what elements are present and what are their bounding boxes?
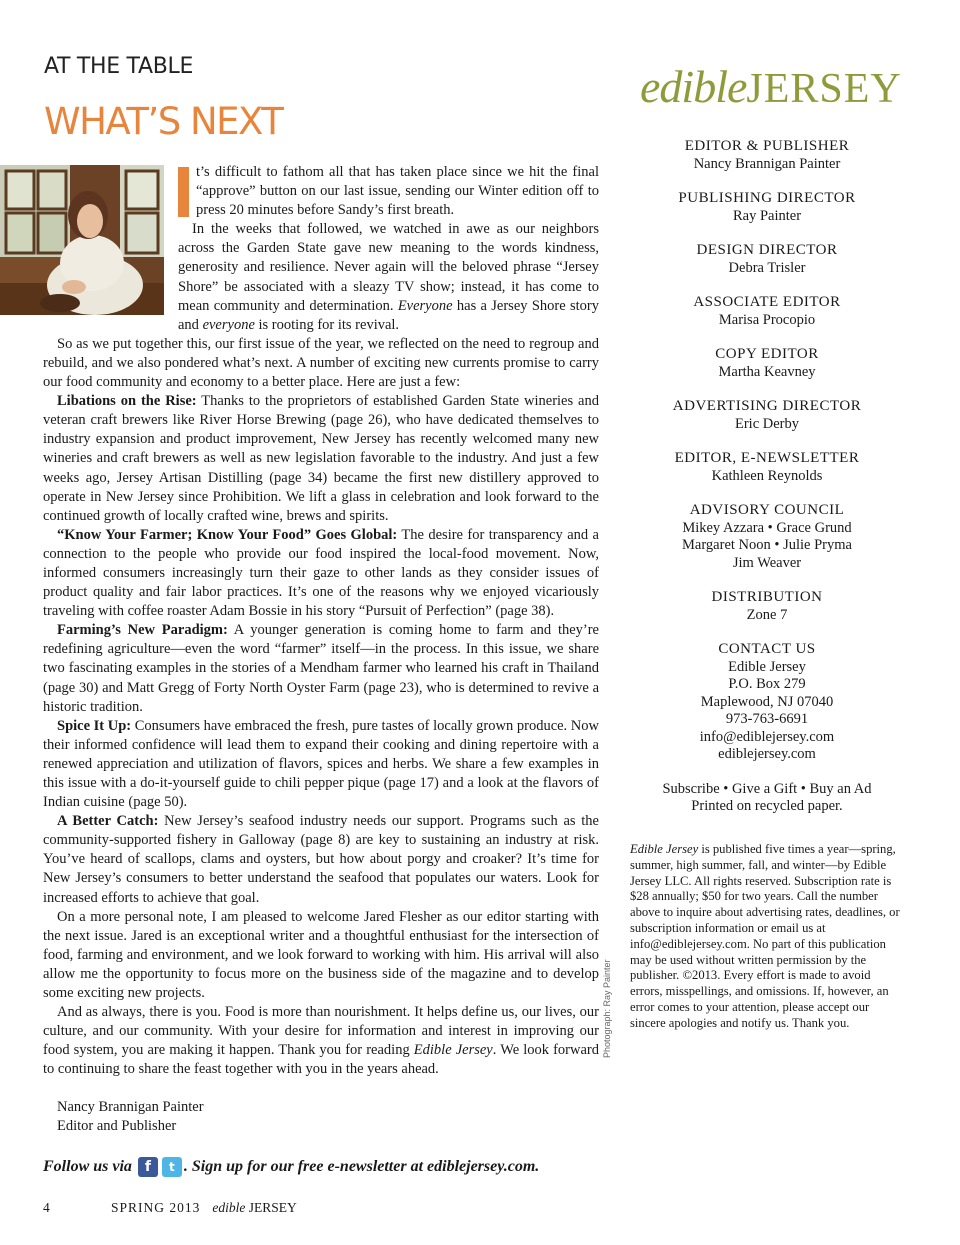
article-paragraph: “Know Your Farmer; Know Your Food” Goes Global: The desire for transparency and a connection to the people who provide our food inspired the local-food movement. Now, informed consumers increasingly turn their gaze to other lands as they consider issues of product quality and fair labor practices. It’s one of the reasons why we enjoyed vicariously traveling with coffee roaster Adam Bossie in his story “Pursuit of Perfection” (page 38).	[43, 526, 599, 620]
contact-phone: 973-763-6691	[725, 711, 809, 727]
article-paragraph: So as we put together this, our first issue of the year, we reflected on the need to regroup and rebuild, and we also pondered what’s next. A number of exciting new currents promise to carry our food community and economy to a better place. Here are just a few:	[43, 335, 599, 391]
page-title: WHAT’S NEXT	[44, 100, 283, 143]
masthead-title: COPY EDITOR	[715, 346, 819, 362]
recycled-note: Printed on recycled paper.	[691, 798, 843, 814]
masthead-name: Debra Trisler	[728, 259, 806, 276]
masthead-title: ADVERTISING DIRECTOR	[672, 398, 862, 414]
masthead-title: DESIGN DIRECTOR	[696, 242, 838, 258]
follow-line	[43, 1157, 539, 1177]
brand-edible: edible	[640, 61, 747, 112]
masthead-name: Zone 7	[746, 606, 788, 623]
contact-website[interactable]: ediblejersey.com	[718, 746, 816, 762]
twitter-icon[interactable]: t	[162, 1157, 182, 1177]
pubnote-text: is published five times a year—spring, summer, high summer, fall, and winter—by Edible Jersey LLC. All rights reserved. Subscription rate is $28 annually; $50 for two years. Call the number above to inquire about advertising rates, deadlines, or subscription information or email us at info@ediblejersey.com. No part of this publication may be used without written permission by the publisher. ©2013. Every effort is made to avoid errors, misspellings, and omissions. If, however, an error comes to your attention, please accept our sincere apologies and notify us. Thank you.	[630, 842, 900, 1030]
masthead-title: EDITOR & PUBLISHER	[684, 138, 850, 154]
photo-credit: Photograph: Ray Painter	[602, 959, 612, 1058]
facebook-icon[interactable]: f	[138, 1157, 158, 1177]
masthead-name: Martha Keavney	[718, 363, 816, 380]
masthead-name: Margaret Noon • Julie Pryma	[682, 537, 852, 553]
contact-email[interactable]: info@ediblejersey.com	[699, 728, 835, 745]
masthead-title: DISTRIBUTION	[711, 589, 823, 605]
page-footer	[43, 1200, 297, 1216]
contact-line: P.O. Box 279	[728, 676, 806, 692]
masthead-name: Marisa Procopio	[718, 311, 816, 328]
contact-line: Edible Jersey	[728, 658, 806, 675]
masthead-name: Kathleen Reynolds	[711, 467, 823, 484]
contact-line: Maplewood, NJ 07040	[700, 693, 834, 710]
masthead-title: PUBLISHING DIRECTOR	[678, 190, 856, 206]
masthead-title: CONTACT US	[718, 641, 816, 657]
subscribe-line: Subscribe • Give a Gift • Buy an Ad	[662, 780, 872, 797]
article-paragraph: Libations on the Rise: Thanks to the proprietors of established Garden State wineries and veteran craft brewers like River Horse Brewing (page 26), who have dedicated themselves to industry expansion and product improvement, New Jersey has recently welcomed many new wineries and craft brewers as well as new legislation favorable to the industry. And just a few weeks ago, Jersey Artisan Distilling (page 34) became the first new distillery approved to operate in New Jersey since Prohibition. We lift a glass in celebration and look forward to the continued growth of locally crafted wine, brews and spirits.	[43, 393, 599, 524]
signature-name: Nancy Brannigan Painter	[57, 1099, 204, 1115]
signature	[57, 1098, 204, 1136]
masthead-name: Eric Derby	[734, 415, 799, 432]
masthead-title: ASSOCIATE EDITOR	[693, 294, 841, 310]
footer-mag-jersey: JERSEY	[248, 1200, 297, 1215]
pubnote-mag: Edible Jersey	[630, 842, 699, 856]
masthead-name: Jim Weaver	[732, 554, 802, 571]
follow-suffix: . Sign up for our free e-newsletter at ediblejersey.com.	[183, 1158, 540, 1175]
masthead-title: EDITOR, E-NEWSLETTER	[674, 450, 860, 466]
masthead	[636, 138, 898, 833]
article-paragraph: Spice It Up: Consumers have embraced the fresh, pure tastes of locally grown produce. Now their informed confidence will lead them to expand their cooking and dining repertoire with a renewed appreciation and utilization of flavors, spices and herbs. We share a few examples in this issue with a do-it-yourself guide to chili pepper pique (page 17) and a look at the flavors of Indian cuisine (page 50).	[43, 717, 600, 811]
brand-jersey: JERSEY	[746, 66, 902, 112]
section-label: AT THE TABLE	[44, 54, 194, 79]
article-paragraph: t’s difficult to fathom all that has taken place since we hit the final “approve” button on our last issue, sending our Winter edition off to press 20 minutes before Sandy’s first breath.	[43, 163, 599, 220]
follow-prefix: Follow us via	[43, 1158, 132, 1175]
issue-season: SPRING 2013	[111, 1200, 201, 1215]
article-paragraph: A Better Catch: New Jersey’s seafood industry needs our support. Programs such as the community-supported fishery in Galloway (page 8) are key to sustaining an industry at risk. You’ve heard of scallops, clams and oysters, but how about porgy and croaker? It’s time for New Jersey’s consumers to better understand the seafood that populates our waters. Look for increased efforts to achieve that goal.	[43, 813, 599, 906]
article-paragraph: And as always, there is you. Food is more than nourishment. It helps define us, our lives, our culture, and our community. With your desire for information and interest in improving our food system, you are making it happen. Thank you for reading Edible Jersey. We look forward to continuing to share the feast together with you in the years ahead.	[43, 1004, 599, 1078]
masthead-name: Ray Painter	[732, 207, 802, 224]
brand-logo	[640, 60, 902, 113]
article-paragraph: Farming’s New Paradigm: A younger generation is coming home to farm and they’re redefining agriculture—even the word “farmer” itself—in the process. In this issue, we share two fascinating examples in the stories of a Mendham farmer who learned his craft in Thailand (page 30) and Matt Gregg of Forty North Oyster Farm (page 23), who is determined to revive a historic tradition.	[43, 622, 599, 715]
publication-notice	[630, 842, 902, 1032]
page-number: 4	[43, 1200, 50, 1215]
masthead-title: ADVISORY COUNCIL	[689, 502, 845, 518]
masthead-name: Nancy Brannigan Painter	[693, 155, 841, 172]
article-body	[43, 163, 599, 1080]
signature-title: Editor and Publisher	[57, 1118, 177, 1134]
article-paragraph: In the weeks that followed, we watched in awe as our neighbors across the Garden State gave new meaning to the words kindness, generosity and resilience. Never again will the beloved phrase “Jersey Shore” be associated with a sleazy TV show; instead, it has come to mean community and determination. Everyone has a Jersey Shore story and everyone is rooting for its revival.	[178, 221, 599, 333]
article-paragraph: On a more personal note, I am pleased to welcome Jared Flesher as our editor starting with the next issue. Jared is an exceptional writer and a thoughtful enthusiast for the intersection of food, farming and environment, and we look forward to working with him. His arrival will also allow me the opportunity to focus more on the business side of the magazine and to develop some exciting new projects.	[43, 908, 599, 1002]
footer-mag-edible: edible	[212, 1200, 246, 1215]
masthead-name: Mikey Azzara • Grace Grund	[682, 519, 852, 536]
drop-cap	[178, 167, 189, 217]
